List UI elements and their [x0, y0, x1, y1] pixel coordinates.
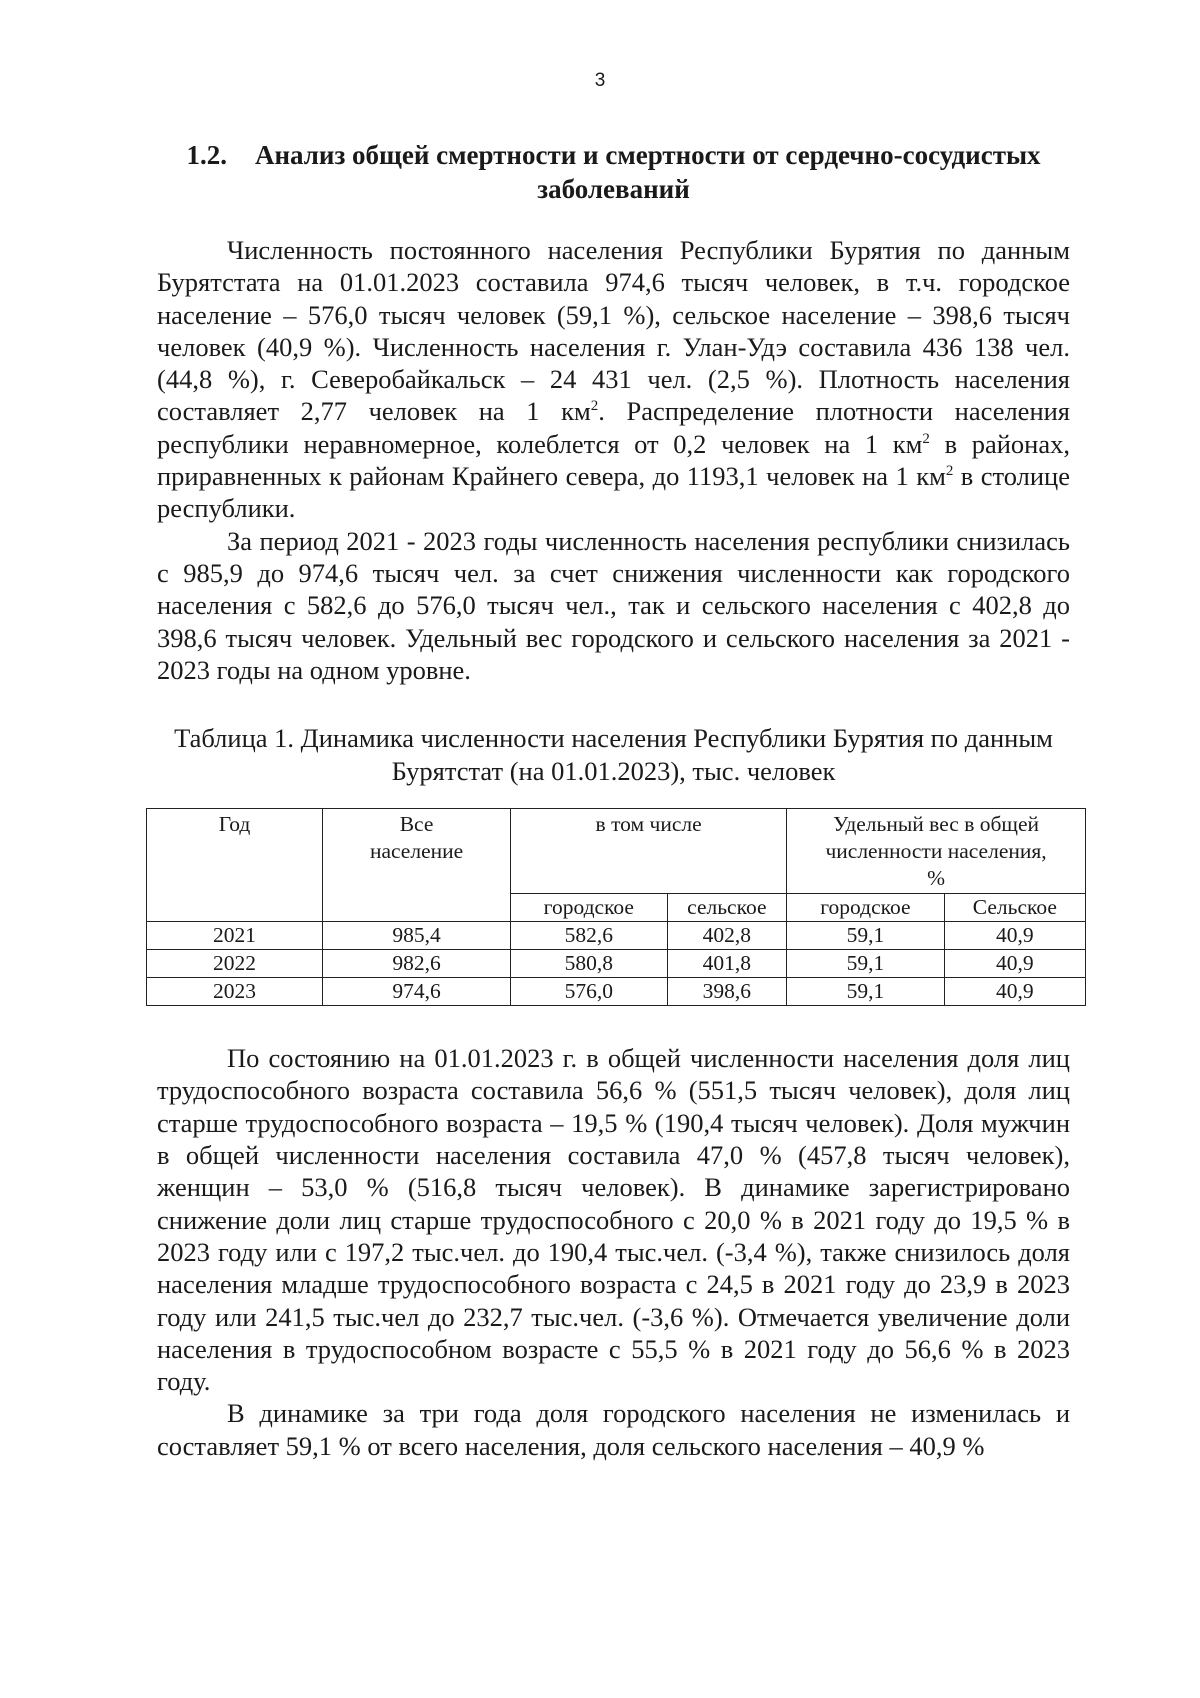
cell-rural: 402,8: [667, 922, 787, 950]
header-rural: сельское: [667, 894, 787, 922]
header-including: в том числе: [511, 809, 787, 894]
cell-rural: 398,6: [667, 978, 787, 1006]
cell-year: 2022: [147, 950, 323, 978]
cell-year: 2021: [147, 922, 323, 950]
cell-share-urban: 59,1: [787, 922, 945, 950]
header-share-urban: городское: [787, 894, 945, 922]
table-row: [147, 922, 1086, 950]
document-body: [157, 138, 1070, 1462]
paragraph-population-part-b: . Распределение плотности населения республики неравномерное, колеблется от 0,2 человек на 1 км: [157, 396, 1070, 459]
paragraph-population: [157, 234, 1070, 525]
header-share-rural: Сельское: [944, 894, 1085, 922]
cell-urban: 582,6: [511, 922, 668, 950]
cell-share-urban: 59,1: [787, 978, 945, 1006]
table-caption: Таблица 1. Динамика численности населения Республики Бурятия по данным Бурятстат (на 01.01.2023), тыс. человек: [174, 723, 1053, 787]
paragraph-age-structure: По состоянию на 01.01.2023 г. в общей численности населения доля лиц трудоспособного возраста составила 56,6 % (551,5 тысяч человек), доля лиц старше трудоспособного возраста – 19,5 % (190,4 тысяч человек). Доля мужчин в общей численности населения составила 47,0 % (457,8 тысяч человек), женщин – 53,0 % (516,8 тысяч человек). В динамике зарегистрировано снижение доли лиц старше трудоспособного с 20,0 % в 2021 году до 19,5 % в 2023 году или с 197,2 тыс.чел. до 190,4 тыс.чел. (-3,4 %), также снизилось доля населения младше трудоспособного возраста с 24,5 в 2021 году до 23,9 в 2023 году или 241,5 тыс.чел до 232,7 тыс.чел. (-3,6 %). Отмечается увеличение доли населения в трудоспособном возрасте с 55,5 % в 2021 году до 56,6 % в 2023 году.: [157, 1043, 1070, 1397]
cell-urban: 580,8: [511, 950, 668, 978]
paragraph-population-part-d: в столице республики.: [157, 461, 1070, 524]
cell-total: 985,4: [323, 922, 511, 950]
population-table: [146, 808, 1086, 1006]
section-number: 1.2.: [186, 140, 227, 170]
header-share: Удельный вес в общей численности населения, %: [787, 809, 1086, 894]
cell-share-rural: 40,9: [944, 978, 1085, 1006]
paragraph-population-part-c: в районах, приравненных к районам Крайнего севера, до 1193,1 человек на 1 км: [157, 428, 1070, 492]
superscript-2: 2: [922, 430, 930, 447]
paragraph-population-part-a: Численность постоянного населения Республики Бурятия по данным Бурятстата на 01.01.2023 составила 974,6 тысяч человек, в т.ч. городское население – 576,0 тысяч человек (59,1 %), сельское население – 398,6 тысяч человек (40,9 %). Численность населения г. Улан-Удэ составила 436 138 чел. (44,8 %), г. Северобайкальск – 24 431 чел. (2,5 %). Плотность населения составляет 2,77 человек на 1 км: [157, 235, 1070, 427]
page-number: 3: [594, 70, 606, 91]
table-header-row: [147, 809, 1086, 894]
header-total: Все население: [323, 809, 511, 922]
cell-year: 2023: [147, 978, 323, 1006]
cell-total: 982,6: [323, 950, 511, 978]
header-urban: городское: [511, 894, 668, 922]
paragraph-dynamics: За период 2021 - 2023 годы численность населения республики снизилась с 985,9 до 974,6 тысяч чел. за счет снижения численности как городского населения с 582,6 до 576,0 тысяч чел., так и сельского населения с 402,8 до 398,6 тысяч человек. Удельный вес городского и сельского населения за 2021 - 2023 годы на одном уровне.: [157, 525, 1070, 685]
superscript-2: 2: [945, 463, 954, 480]
paragraph-urban-rural-share: В динамике за три года доля городского населения не изменилась и составляет 59,1 % от всего населения, доля сельского населения – 40,9 %: [157, 1398, 1070, 1461]
cell-rural: 401,8: [667, 950, 787, 978]
cell-urban: 576,0: [511, 978, 668, 1006]
section-title: Анализ общей смертности и смертности от сердечно-сосудистых заболеваний: [254, 140, 1041, 204]
cell-share-rural: 40,9: [944, 922, 1085, 950]
table-row: [147, 950, 1086, 978]
cell-share-rural: 40,9: [944, 950, 1085, 978]
superscript-2: 2: [590, 398, 599, 415]
header-year: Год: [147, 809, 323, 922]
cell-total: 974,6: [323, 978, 511, 1006]
cell-share-urban: 59,1: [787, 950, 945, 978]
section-heading: [157, 138, 1070, 206]
table-row: [147, 978, 1086, 1006]
